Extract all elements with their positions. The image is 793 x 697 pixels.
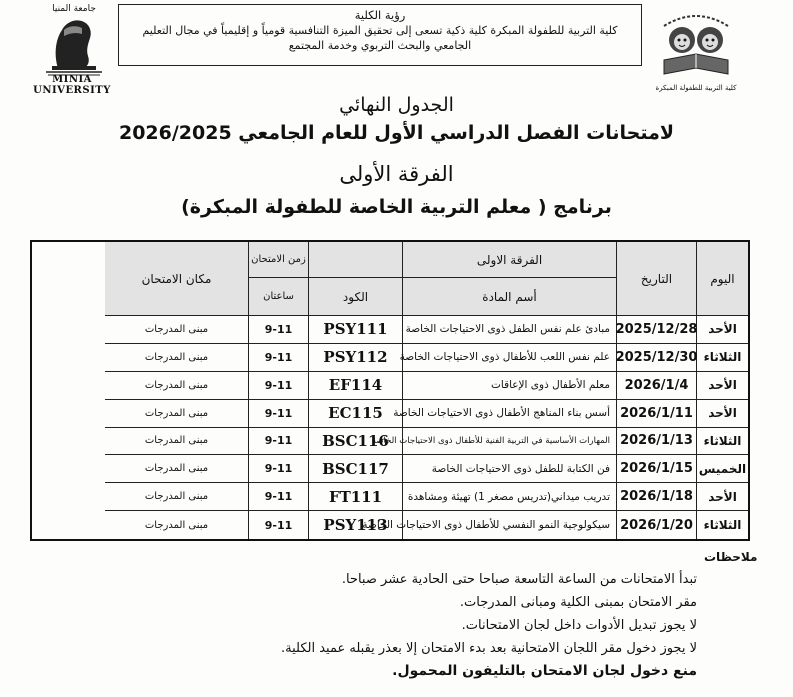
exam-time: 9-11 (248, 344, 308, 372)
vision-title: رؤية الكلية (354, 8, 406, 22)
exam-day: الثلاثاء (696, 344, 748, 372)
exam-place: مبنى المدرجات (105, 372, 248, 400)
exam-schedule-table (30, 240, 750, 541)
exam-day: الأحد (696, 483, 748, 511)
exam-subject: تدريب ميداني(تدريس مصغر 1) تهيئة ومشاهدة (402, 483, 616, 511)
level-title: الفرقة الأولى (339, 162, 454, 186)
note-item: تبدأ الامتحانات من الساعة التاسعة صباحا حتى الحادية عشر صباحا. (341, 572, 697, 587)
header-hours: ساعتان (248, 278, 308, 316)
faculty-logo (650, 4, 742, 90)
exam-place: مبنى المدرجات (105, 400, 248, 428)
exam-subject: علم نفس اللعب للأطفال ذوى الاحتياجات الخاصة (402, 344, 616, 372)
exam-date: 2025/12/28 (616, 316, 696, 344)
exam-place: مبنى المدرجات (105, 455, 248, 483)
exam-subject: أسس بناء المناهج الأطفال ذوى الاحتياجات الخاصة (402, 400, 616, 428)
exam-date: 2026/1/20 (616, 511, 696, 539)
exam-time: 9-11 (248, 483, 308, 511)
note-item: مقر الامتحان بمبنى الكلية ومبانى المدرجات. (459, 595, 697, 610)
exam-subject: سيكولوجية النمو النفسي للأطفال ذوى الاحتياجات الخاصة (402, 511, 616, 539)
vision-box (118, 4, 642, 66)
exam-date: 2026/1/15 (616, 455, 696, 483)
exam-place: مبنى المدرجات (105, 316, 248, 344)
program-title: برنامج ( معلم التربية الخاصة للطفولة المبكرة) (181, 196, 612, 218)
faculty-caption: كلية التربية للطفولة المبكرة (655, 84, 737, 92)
header-subject: أسم المادة (402, 278, 616, 316)
exam-place: مبنى المدرجات (105, 344, 248, 372)
header-code: الكود (308, 278, 402, 316)
header-code-top (308, 242, 402, 278)
exam-subject: المهارات الأساسية في التربية الفنية للأطفال ذوى الاحتياجات الخاصة (402, 428, 616, 456)
notes-title: ملاحظات (704, 550, 758, 564)
header-level: الفرقة الاولى (402, 242, 616, 278)
exam-place: مبنى المدرجات (105, 483, 248, 511)
exam-time: 9-11 (248, 400, 308, 428)
exam-place: مبنى المدرجات (105, 428, 248, 456)
exam-day: الأحد (696, 400, 748, 428)
exam-subject: معلم الأطفال ذوى الإعاقات (402, 372, 616, 400)
exam-time: 9-11 (248, 372, 308, 400)
exam-date: 2025/12/30 (616, 344, 696, 372)
exam-day: الثلاثاء (696, 428, 748, 456)
university-logo-text: جامعة المنيا (52, 4, 96, 14)
exam-date: 2026/1/13 (616, 428, 696, 456)
university-name: MINIA UNIVERSITY (33, 74, 111, 96)
exam-day: الأحد (696, 372, 748, 400)
vision-text: كلية التربية للطفولة المبكرة كلية ذكية تسعى إلى تحقيق الميزة التنافسية قومياً و إقليمياً في مجال التعليم الجامعي والبحث التربوي وخدمة المجتمع (142, 24, 618, 52)
exam-time: 9-11 (248, 316, 308, 344)
note-item: لا يجوز تبديل الأدوات داخل لجان الامتحانات. (461, 618, 697, 633)
note-item: منع دخول لجان الامتحان بالتليفون المحمول. (392, 663, 697, 679)
exam-day: الخميس (696, 455, 748, 483)
exam-date: 2026/1/18 (616, 483, 696, 511)
exam-subject: مبادئ علم نفس الطفل ذوى الاحتياجات الخاصة (402, 316, 616, 344)
header-place: مكان الامتحان (105, 242, 248, 316)
exam-code: EF114 (308, 372, 402, 400)
term-title: لامتحانات الفصل الدراسي الأول للعام الجامعي 2026/2025 (118, 122, 675, 144)
exam-time: 9-11 (248, 428, 308, 456)
header-exam-time: زمن الامتحان (248, 242, 308, 278)
exam-code: BSC116 (308, 428, 402, 456)
header-date: التاريخ (616, 242, 696, 316)
exam-subject: فن الكتابة للطفل ذوى الاحتياجات الخاصة (402, 455, 616, 483)
header-day: اليوم (696, 242, 748, 316)
schedule-title: الجدول النهائي (339, 94, 454, 116)
exam-time: 9-11 (248, 455, 308, 483)
exam-code: BSC117 (308, 455, 402, 483)
exam-day: الأحد (696, 316, 748, 344)
exam-date: 2026/1/4 (616, 372, 696, 400)
exam-code: PSY111 (308, 316, 402, 344)
note-item: لا يجوز دخول مقر اللجان الامتحانية بعد بدء الامتحان إلا بعذر يقبله عميد الكلية. (281, 641, 697, 656)
exam-day: الثلاثاء (696, 511, 748, 539)
notes-list (77, 568, 697, 683)
exam-code: PSY112 (308, 344, 402, 372)
exam-place: مبنى المدرجات (144, 519, 209, 531)
exam-date: 2026/1/11 (616, 400, 696, 428)
exam-code: PSY113 (308, 511, 402, 539)
exam-code: EC115 (308, 400, 402, 428)
exam-code: FT111 (308, 483, 402, 511)
exam-time: 9-11 (248, 511, 308, 539)
